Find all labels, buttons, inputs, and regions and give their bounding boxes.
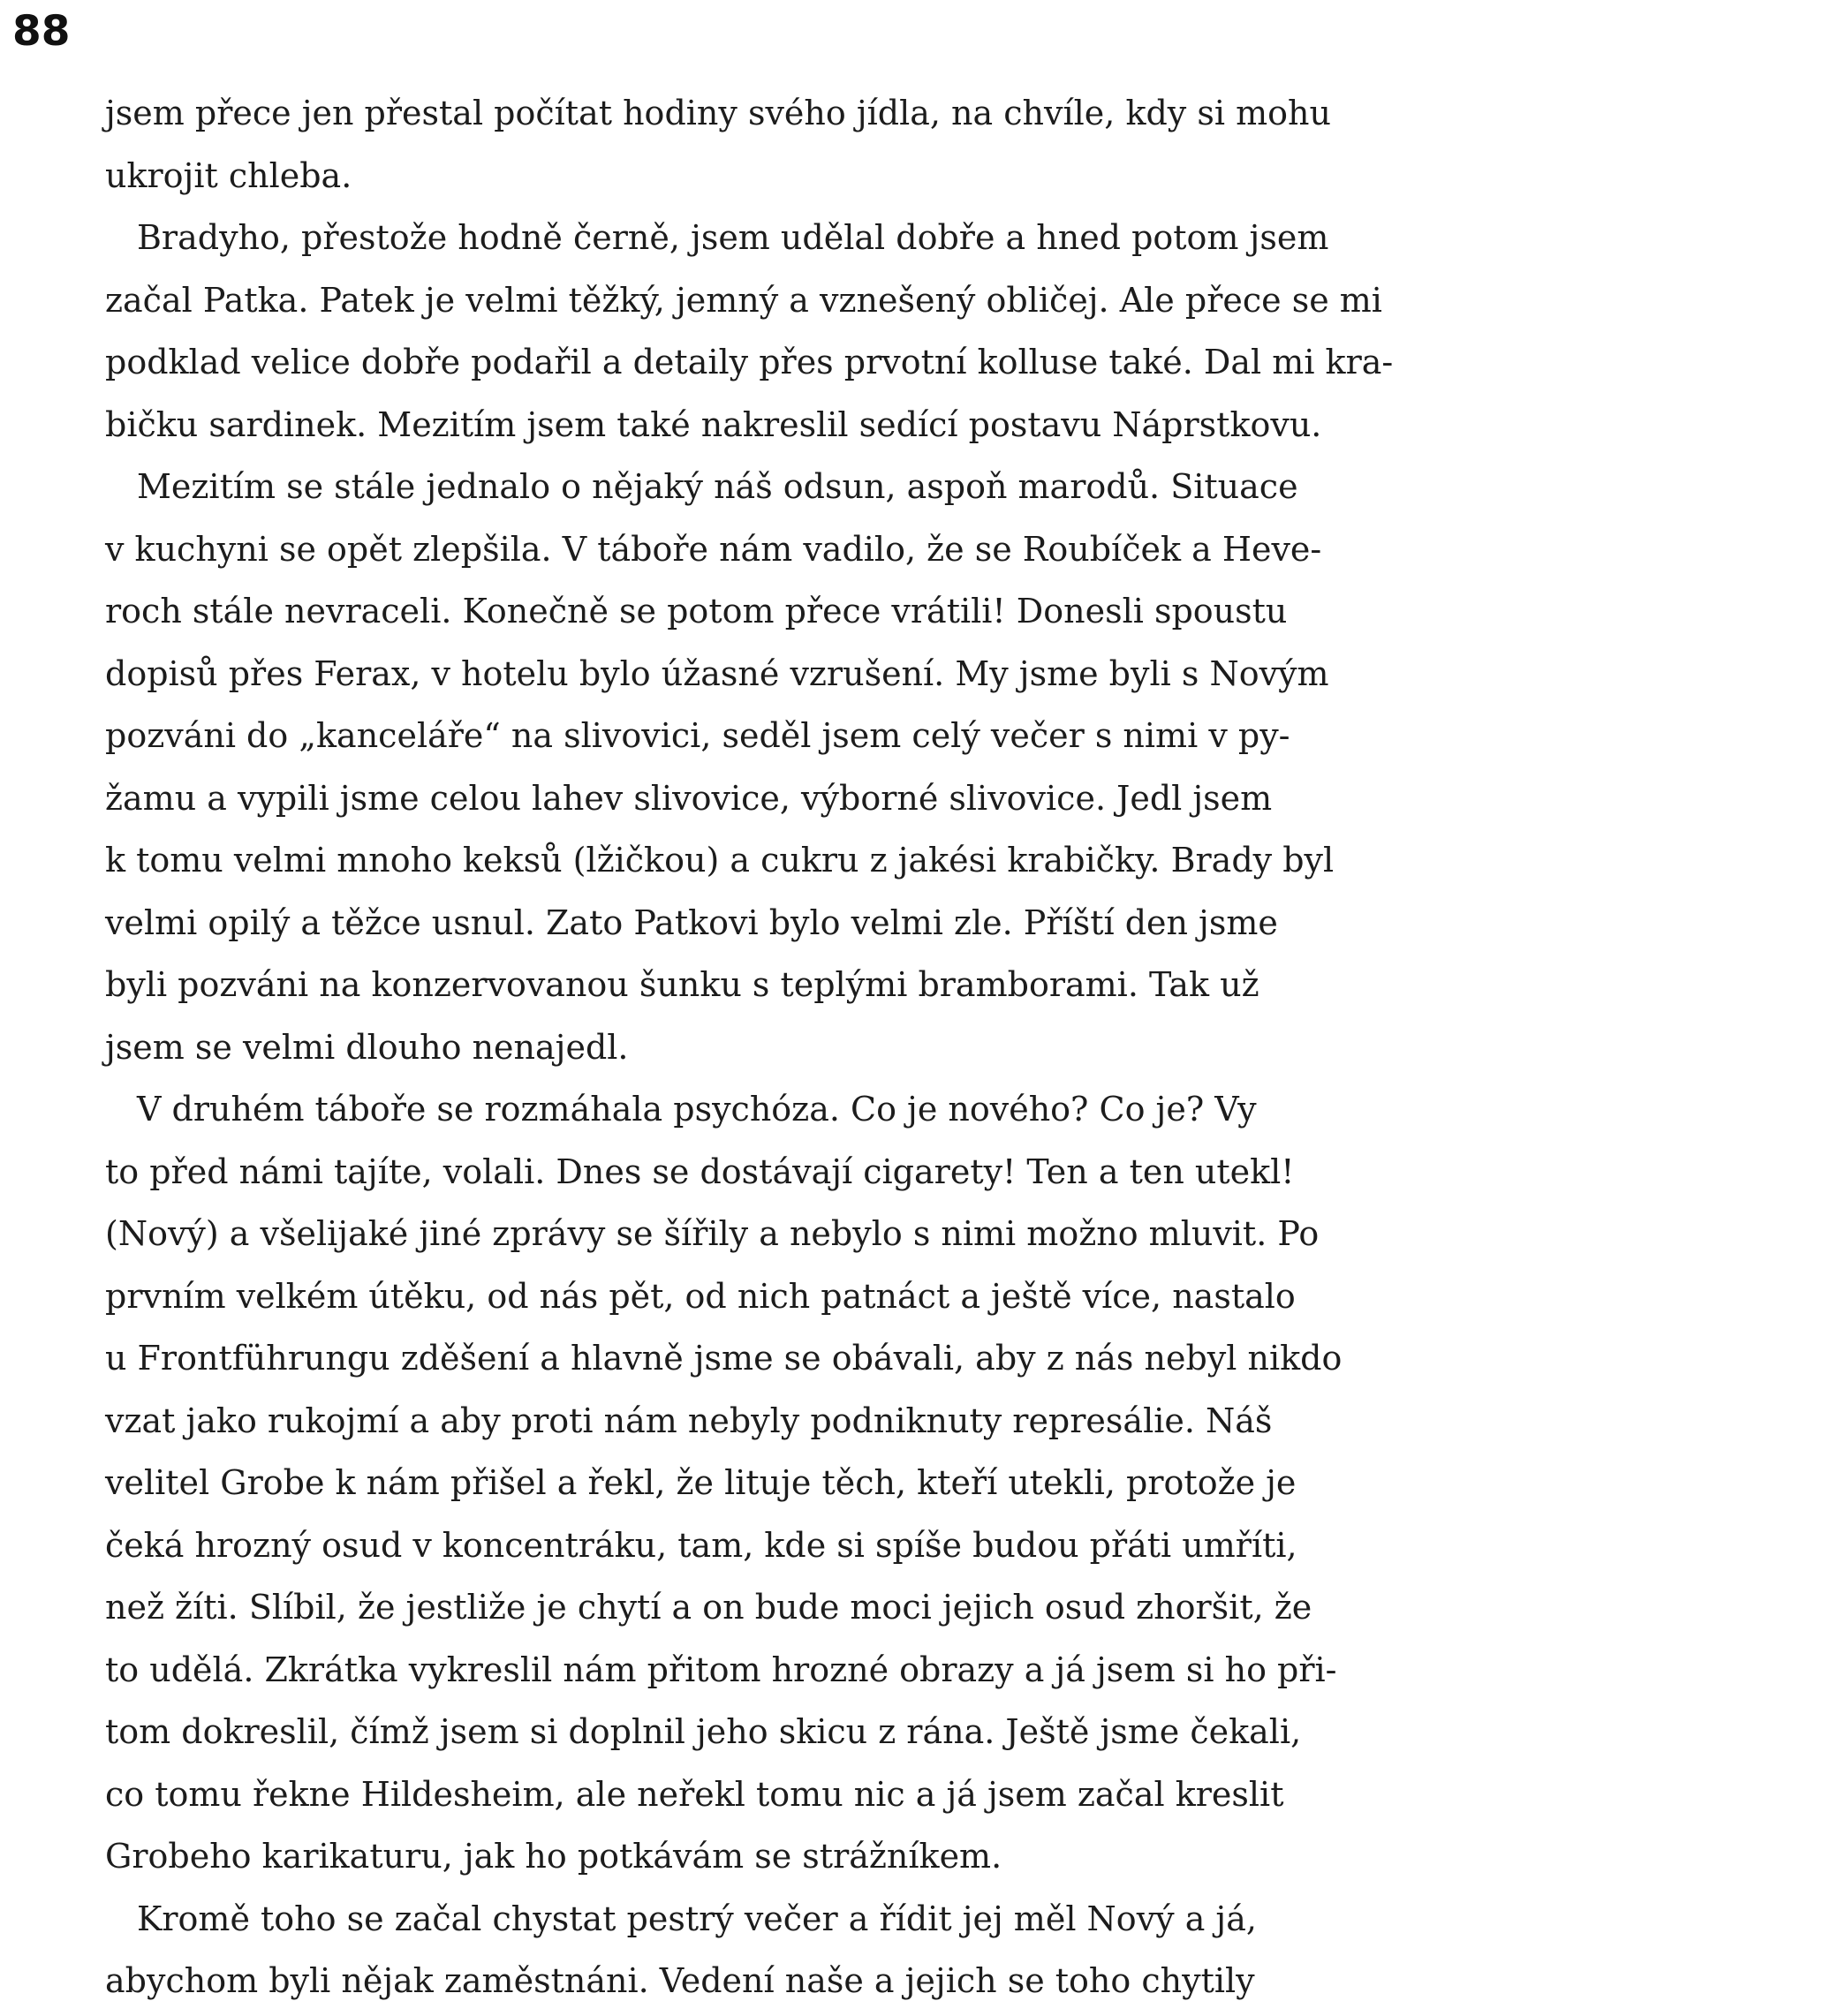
text-line: to před námi tajíte, volali. Dnes se dostávají cigarety! Ten a ten utekl! — [105, 1151, 1295, 1191]
body-text — [105, 82, 1394, 2012]
paragraph-first-line: Mezitím se stále jednalo o nějaký náš odsun, aspoň marodů. Situace — [137, 467, 1298, 506]
text-line: u Frontführungu zděšení a hlavně jsme se obávali, aby z nás nebyl nikdo — [105, 1339, 1343, 1378]
text-line: abychom byli nějak zaměstnáni. Vedení naše a jejich se toho chytily — [105, 1961, 1255, 2000]
paragraph-first-line: Kromě toho se začal chystat pestrý večer a řídit jej měl Nový a já, — [137, 1899, 1257, 1938]
text-line: jsem přece jen přestal počítat hodiny svého jídla, na chvíle, kdy si mohu — [105, 94, 1331, 132]
text-line: dopisů přes Ferax, v hotelu bylo úžasné vzrušení. My jsme byli s Novým — [105, 653, 1329, 693]
text-line: (Nový) a všelijaké jiné zprávy se šířily a nebylo s nimi možno mluvit. Po — [105, 1214, 1320, 1253]
text-line: prvním velkém útěku, od nás pět, od nich patnáct a ještě více, nastalo — [105, 1276, 1296, 1316]
text-line: k tomu velmi mnoho keksů (lžičkou) a cukru z jakési krabičky. Brady byl — [105, 841, 1335, 880]
paragraph-first-line: Bradyho, přestože hodně černě, jsem udělal dobře a hned potom jsem — [137, 218, 1329, 257]
text-line: Grobeho karikaturu, jak ho potkávám se strážníkem. — [105, 1837, 1002, 1876]
text-line: co tomu řekne Hildesheim, ale neřekl tomu nic a já jsem začal kreslit — [105, 1774, 1284, 1814]
text-line: velmi opilý a těžce usnul. Zato Patkovi bylo velmi zle. Příští den jsme — [105, 902, 1278, 942]
text-line: velitel Grobe k nám přišel a řekl, že lituje těch, kteří utekli, protože je — [105, 1463, 1297, 1502]
text-line: začal Patka. Patek je velmi těžký, jemný a vznešený obličej. Ale přece se mi — [105, 280, 1382, 320]
text-line: byli pozváni na konzervovanou šunku s teplými bramborami. Tak už — [105, 965, 1259, 1004]
text-line: vzat jako rukojmí a aby proti nám nebyly podniknuty represálie. Náš — [105, 1401, 1273, 1440]
text-line: pozváni do „kanceláře“ na slivovici, seděl jsem celý večer s nimi v py- — [105, 716, 1290, 755]
text-line: tom dokreslil, čímž jsem si doplnil jeho skicu z rána. Ještě jsme čekali, — [105, 1712, 1302, 1751]
paragraph-first-line: V druhém táboře se rozmáhala psychóza. Co je nového? Co je? Vy — [137, 1090, 1257, 1129]
text-line: to udělá. Zkrátka vykreslil nám přitom hrozné obrazy a já jsem si ho při- — [105, 1650, 1337, 1689]
text-line: než žíti. Slíbil, že jestliže je chytí a on bude moci jejich osud zhoršit, že — [105, 1588, 1312, 1627]
text-line: v kuchyni se opět zlepšila. V táboře nám vadilo, že se Roubíček a Heve- — [105, 529, 1322, 569]
text-line: ukrojit chleba. — [105, 155, 352, 195]
page-number: 88 — [12, 7, 71, 56]
text-line: žamu a vypili jsme celou lahev slivovice, výborné slivovice. Jedl jsem — [105, 778, 1273, 818]
text-line: jsem se velmi dlouho nenajedl. — [105, 1027, 629, 1067]
text-line: bičku sardinek. Mezitím jsem také nakreslil sedící postavu Náprstkovu. — [105, 404, 1322, 444]
text-line: čeká hrozný osud v koncentráku, tam, kde si spíše budou přáti umříti, — [105, 1525, 1297, 1565]
text-line: roch stále nevraceli. Konečně se potom přece vrátili! Donesli spoustu — [105, 592, 1288, 630]
text-line: podklad velice dobře podařil a detaily přes prvotní kolluse také. Dal mi kra- — [105, 343, 1394, 381]
